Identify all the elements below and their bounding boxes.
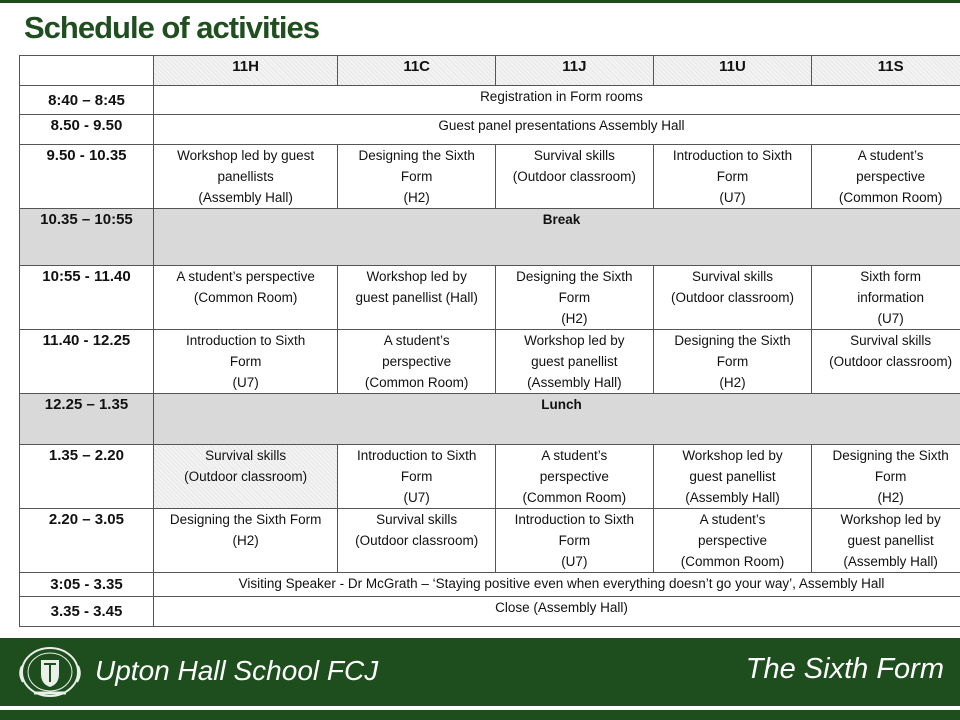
activity-cell [812, 330, 960, 394]
activity-line: (H2) [561, 311, 588, 326]
activity-line: (Outdoor classroom) [184, 469, 308, 484]
event-cell: Guest panel presentations Assembly Hall [153, 115, 960, 145]
activity-line: Survival skills [533, 148, 615, 163]
activity-line: (U7) [719, 190, 746, 205]
activity-line: Workshop led by guest [177, 148, 315, 163]
top-rule [0, 0, 960, 3]
activity-line: guest panellist [531, 354, 618, 369]
activity-line: (Assembly Hall) [685, 490, 780, 505]
table-row [20, 86, 960, 115]
activity-cell [153, 266, 337, 330]
time-cell: 11.40 - 12.25 [20, 330, 154, 394]
table-row [20, 394, 960, 445]
activity-line: Survival skills [205, 448, 287, 463]
activity-line: Form [400, 169, 433, 184]
activity-line: Workshop led by [682, 448, 783, 463]
time-cell: 8:40 – 8:45 [20, 86, 154, 115]
event-cell: Visiting Speaker - Dr McGrath – ‘Staying positive even when everything doesn’t go your way’, Assembly Hall [153, 573, 960, 597]
table-row [20, 115, 960, 145]
activity-line: (Common Room) [522, 490, 627, 505]
activity-line: guest panellist [689, 469, 776, 484]
activity-cell [653, 445, 812, 509]
activity-cell [812, 266, 960, 330]
activity-line: Survival skills [850, 333, 932, 348]
page-title: Schedule of activities [24, 10, 319, 45]
activity-line: (Common Room) [193, 290, 298, 305]
activity-cell [812, 445, 960, 509]
activity-cell [653, 330, 812, 394]
activity-cell [153, 145, 337, 209]
break-cell: Break [153, 209, 960, 266]
table-row [20, 445, 960, 509]
activity-line: (Common Room) [680, 554, 785, 569]
table-row [20, 145, 960, 209]
activity-line: Workshop led by [366, 269, 467, 284]
activity-line: (Assembly Hall) [843, 554, 938, 569]
school-name: Upton Hall School FCJ [95, 655, 379, 686]
activity-line: Introduction to Sixth [514, 512, 634, 527]
activity-line: Form [229, 354, 262, 369]
activity-line: (Outdoor classroom) [355, 533, 479, 548]
activity-line: guest panellist (Hall) [355, 290, 478, 305]
activity-line: Designing the Sixth [674, 333, 791, 348]
activity-line: Form [558, 290, 591, 305]
event-cell: Close (Assembly Hall) [153, 597, 960, 627]
table-row [20, 597, 960, 627]
activity-line: Form [874, 469, 907, 484]
activity-line: (Assembly Hall) [527, 375, 622, 390]
activity-line: Form [558, 533, 591, 548]
activity-line: (U7) [232, 375, 259, 390]
activity-line: Designing the Sixth [516, 269, 633, 284]
time-cell: 3:05 - 3.35 [20, 573, 154, 597]
column-header: 11C [338, 56, 496, 86]
activity-cell [153, 330, 337, 394]
activity-cell [496, 145, 654, 209]
activity-line: Designing the Sixth [358, 148, 475, 163]
activity-line: perspective [382, 354, 452, 369]
activity-line: Workshop led by [524, 333, 625, 348]
activity-cell [496, 330, 654, 394]
time-cell: 9.50 - 10.35 [20, 145, 154, 209]
activity-line: A student’s [383, 333, 450, 348]
activity-line: panellists [217, 169, 274, 184]
activity-line: Survival skills [691, 269, 773, 284]
activity-cell [812, 145, 960, 209]
activity-cell [153, 509, 337, 573]
activity-line: (U7) [877, 311, 904, 326]
activity-cell [653, 509, 812, 573]
activity-line: (H2) [719, 375, 746, 390]
activity-line: Survival skills [376, 512, 458, 527]
activity-line: (Common Room) [838, 190, 943, 205]
column-header: 11S [812, 56, 960, 86]
activity-line: information [857, 290, 925, 305]
time-cell: 3.35 - 3.45 [20, 597, 154, 627]
activity-line: Introduction to Sixth [672, 148, 793, 163]
activity-line: Introduction to Sixth [185, 333, 306, 348]
activity-cell [338, 266, 496, 330]
activity-cell [653, 145, 812, 209]
activity-cell [338, 145, 496, 209]
activity-line: (U7) [403, 490, 430, 505]
activity-line: Form [716, 169, 749, 184]
activity-line: perspective [697, 533, 767, 548]
activity-cell [496, 445, 654, 509]
time-cell: 1.35 – 2.20 [20, 445, 154, 509]
column-header: 11J [496, 56, 654, 86]
activity-line: perspective [856, 169, 926, 184]
time-cell: 10.35 – 10:55 [20, 209, 154, 266]
activity-cell [338, 509, 496, 573]
time-cell: 2.20 – 3.05 [20, 509, 154, 573]
time-cell: 10:55 - 11.40 [20, 266, 154, 330]
table-row [20, 330, 960, 394]
activity-line: Designing the Sixth [832, 448, 949, 463]
activity-cell [496, 509, 654, 573]
sixth-form-label: The Sixth Form [745, 653, 944, 685]
activity-line: Designing the Sixth Form [169, 512, 322, 527]
activity-line: A student’s [857, 148, 924, 163]
activity-line: (H2) [403, 190, 430, 205]
table-row [20, 573, 960, 597]
table-row [20, 266, 960, 330]
event-cell: Registration in Form rooms [153, 86, 960, 115]
activity-line: A student’s [699, 512, 766, 527]
column-header: 11U [653, 56, 812, 86]
activity-line: (H2) [877, 490, 904, 505]
activity-line: Sixth form [860, 269, 922, 284]
time-cell: 12.25 – 1.35 [20, 394, 154, 445]
activity-line: guest panellist [847, 533, 934, 548]
activity-line: A student’s [541, 448, 608, 463]
activity-line: (Outdoor classroom) [829, 354, 953, 369]
activity-line: perspective [539, 469, 609, 484]
activity-cell [496, 266, 654, 330]
activity-line: (U7) [561, 554, 588, 569]
activity-line: (Outdoor classroom) [512, 169, 636, 184]
activity-cell [338, 445, 496, 509]
activity-cell [812, 509, 960, 573]
column-header: 11H [153, 56, 337, 86]
table-row [20, 209, 960, 266]
school-crest-icon [14, 646, 86, 698]
schedule-table [19, 55, 960, 627]
table-row [20, 509, 960, 573]
activity-cell [653, 266, 812, 330]
activity-line: (Assembly Hall) [198, 190, 293, 205]
lunch-cell: Lunch [153, 394, 960, 445]
activity-cell [338, 330, 496, 394]
activity-line: Workshop led by [840, 512, 941, 527]
activity-cell [153, 445, 337, 509]
activity-line: (Outdoor classroom) [670, 290, 794, 305]
corner-cell [20, 56, 154, 86]
activity-line: Introduction to Sixth [357, 448, 477, 463]
activity-line: (H2) [232, 533, 259, 548]
activity-line: Form [400, 469, 433, 484]
activity-line: Form [716, 354, 749, 369]
footer-rule [0, 710, 960, 720]
time-cell: 8.50 - 9.50 [20, 115, 154, 145]
header-row [20, 56, 960, 86]
activity-line: (Common Room) [364, 375, 469, 390]
activity-line: A student’s perspective [176, 269, 315, 284]
